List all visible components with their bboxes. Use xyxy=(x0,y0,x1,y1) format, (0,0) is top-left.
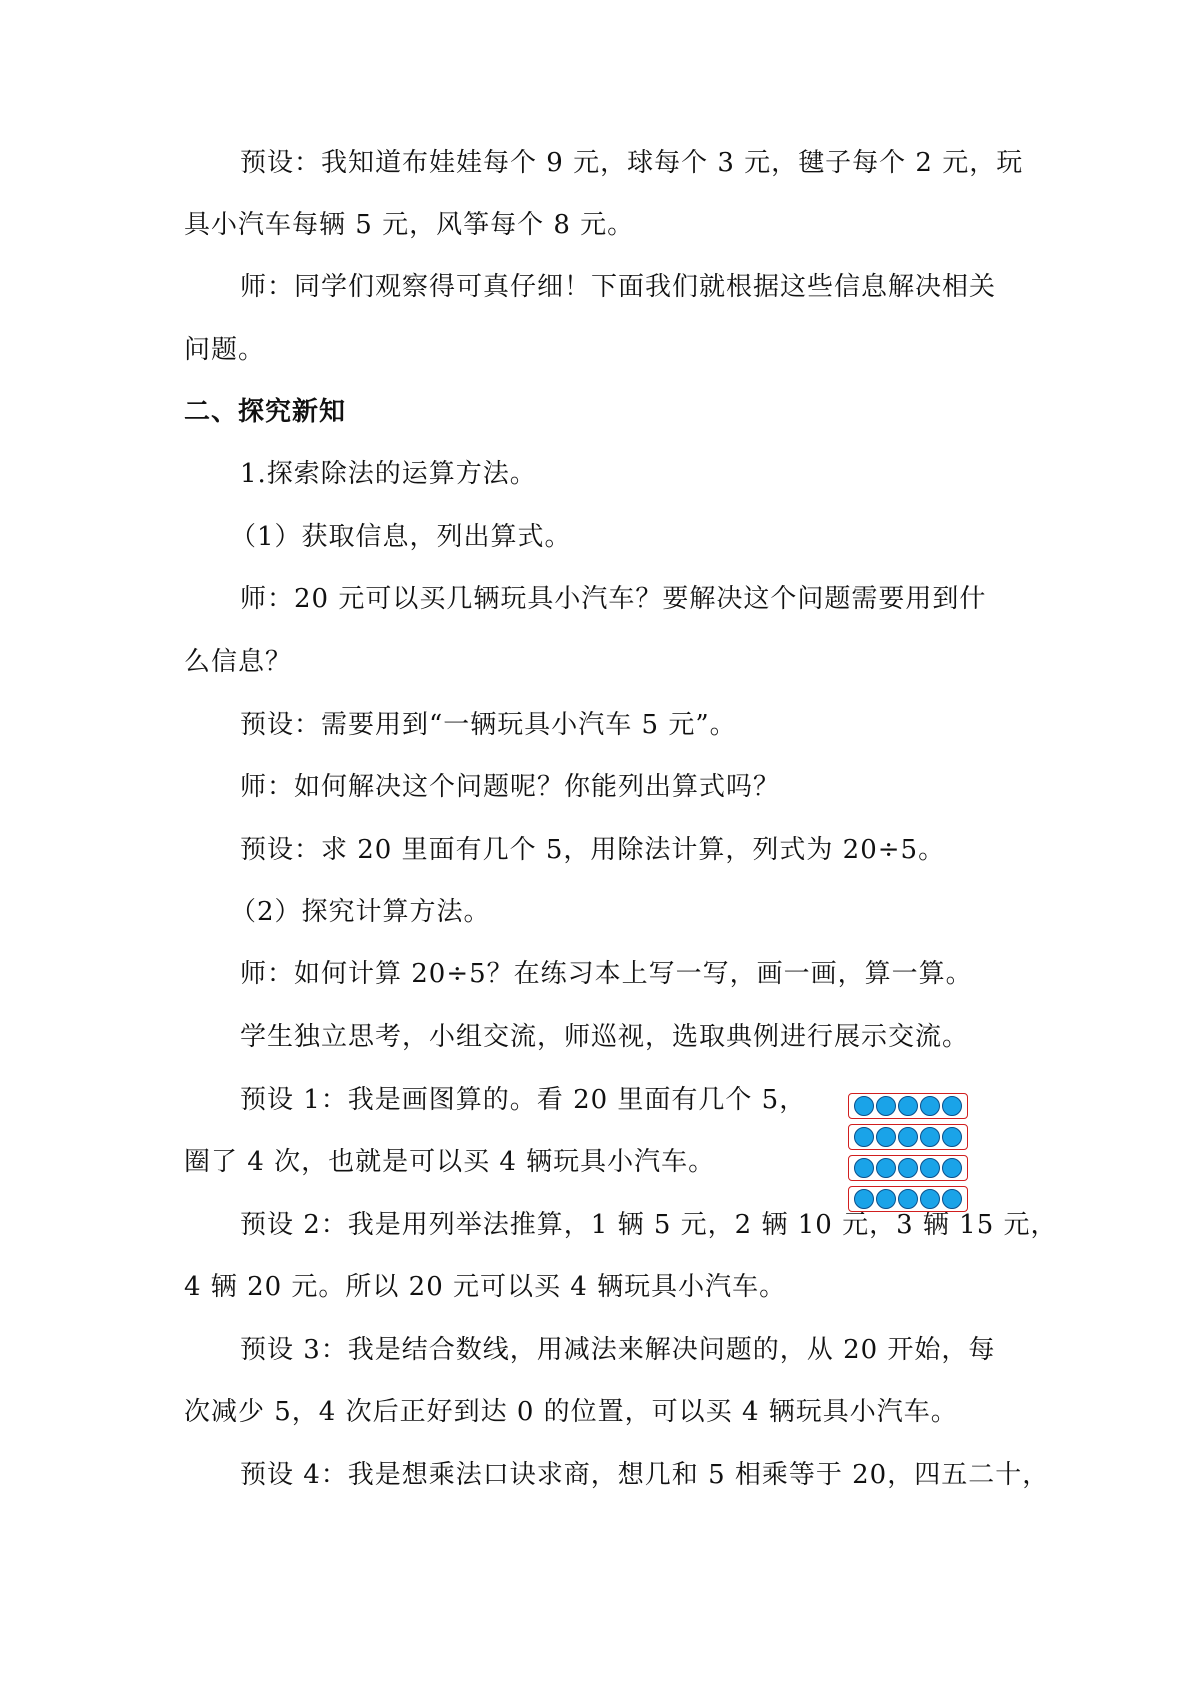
bead-circle xyxy=(920,1127,940,1147)
bead-circle xyxy=(854,1189,874,1209)
bead-group xyxy=(848,1155,968,1181)
paragraph-line: 预设 3：我是结合数线，用减法来解决问题的，从 20 开始，每 xyxy=(240,1335,996,1365)
bead-circle xyxy=(854,1127,874,1147)
paragraph-line: 问题。 xyxy=(184,335,266,365)
paragraph-line: 预设 1：我是画图算的。看 20 里面有几个 5， xyxy=(240,1085,807,1115)
bead-group xyxy=(848,1186,968,1212)
paragraph-line: 么信息？ xyxy=(184,647,293,677)
bead-circle xyxy=(942,1127,962,1147)
paragraph-line: 预设：求 20 里面有几个 5，用除法计算，列式为 20÷5。 xyxy=(240,835,946,865)
paragraph-line: 师：20 元可以买几辆玩具小汽车？要解决这个问题需要用到什 xyxy=(240,584,987,614)
bead-grouping-figure xyxy=(848,1093,972,1217)
bead-group xyxy=(848,1124,968,1150)
paragraph-line: 预设：需要用到“一辆玩具小汽车 5 元”。 xyxy=(240,710,737,740)
bead-circle xyxy=(854,1096,874,1116)
paragraph-line: 具小汽车每辆 5 元，风筝每个 8 元。 xyxy=(184,210,635,240)
bead-circle xyxy=(876,1096,896,1116)
paragraph-line: 预设 4：我是想乘法口诀求商，想几和 5 相乘等于 20，四五二十， xyxy=(240,1460,1050,1490)
bead-circle xyxy=(920,1189,940,1209)
paragraph-line: 师：如何解决这个问题呢？你能列出算式吗？ xyxy=(240,772,781,802)
paragraph-line: 4 辆 20 元。所以 20 元可以买 4 辆玩具小汽车。 xyxy=(184,1272,787,1302)
bead-circle xyxy=(942,1189,962,1209)
bead-circle xyxy=(898,1158,918,1178)
bead-circle xyxy=(876,1127,896,1147)
bead-circle xyxy=(854,1158,874,1178)
bead-circle xyxy=(920,1158,940,1178)
paragraph-line: 次减少 5，4 次后正好到达 0 的位置，可以买 4 辆玩具小汽车。 xyxy=(184,1397,958,1427)
bead-circle xyxy=(898,1096,918,1116)
paragraph-line: 圈了 4 次，也就是可以买 4 辆玩具小汽车。 xyxy=(184,1147,716,1177)
paragraph-line: （2）探究计算方法。 xyxy=(230,897,491,927)
bead-circle xyxy=(876,1189,896,1209)
bead-circle xyxy=(898,1127,918,1147)
paragraph-line: 预设 2：我是用列举法推算，1 辆 5 元，2 辆 10 元，3 辆 15 元， xyxy=(240,1210,1058,1240)
paragraph-line: 师：如何计算 20÷5？在练习本上写一写，画一画，算一算。 xyxy=(240,959,973,989)
bead-circle xyxy=(920,1096,940,1116)
section-heading: 二、探究新知 xyxy=(184,397,347,427)
bead-circle xyxy=(898,1189,918,1209)
bead-circle xyxy=(876,1158,896,1178)
bead-group xyxy=(848,1093,968,1119)
bead-circle xyxy=(942,1158,962,1178)
paragraph-line: 1.探索除法的运算方法。 xyxy=(240,459,537,489)
bead-circle xyxy=(942,1096,962,1116)
paragraph-line: 师：同学们观察得可真仔细！下面我们就根据这些信息解决相关 xyxy=(240,272,997,302)
paragraph-line: （1）获取信息，列出算式。 xyxy=(230,522,572,552)
paragraph-line: 学生独立思考，小组交流，师巡视，选取典例进行展示交流。 xyxy=(240,1022,970,1052)
paragraph-line: 预设：我知道布娃娃每个 9 元，球每个 3 元，毽子每个 2 元，玩 xyxy=(240,148,1024,178)
